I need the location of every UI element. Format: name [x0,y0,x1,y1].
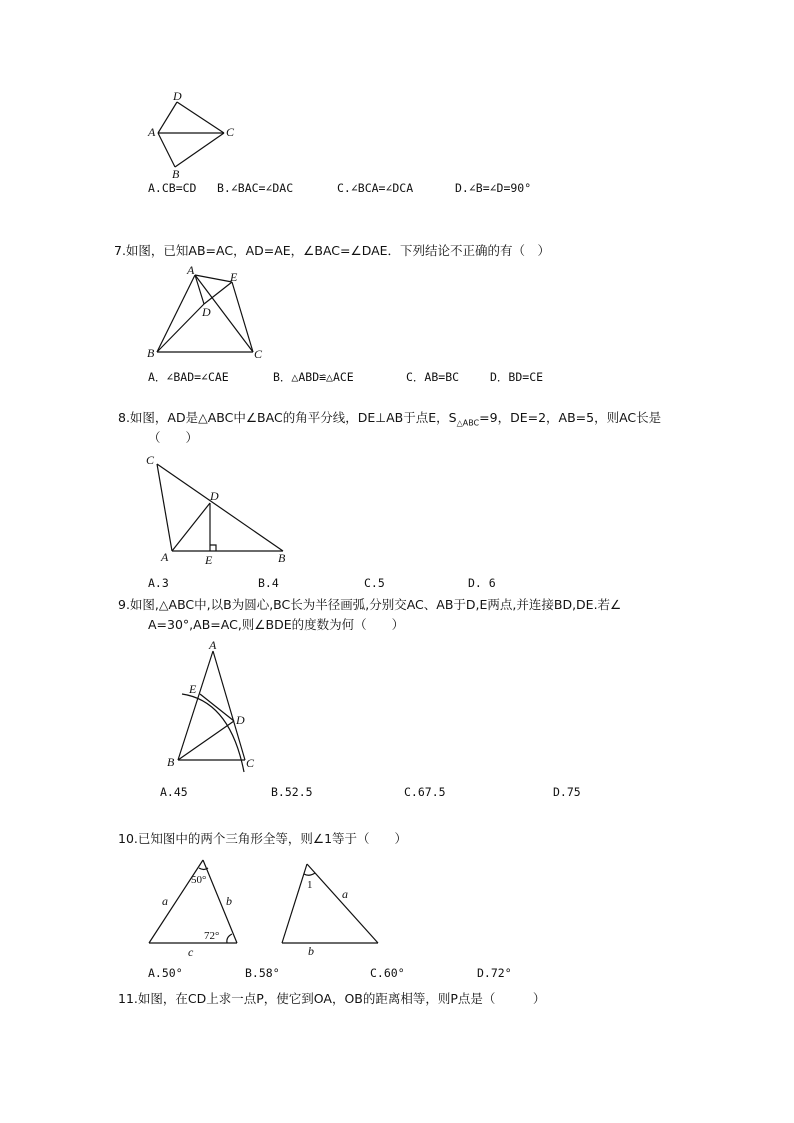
q9-option-d[interactable]: D.75 [553,785,581,799]
q10-figure-left [140,852,250,962]
q10-left-label-b: b [226,894,232,908]
q9-figure [160,636,270,776]
q7-option-a[interactable]: A．∠BAD=∠CAE [148,370,229,384]
q9-line-bd [178,721,234,760]
q9-option-a[interactable]: A.45 [160,785,188,799]
q10-right-angle-1: 1 [307,879,313,891]
q10-right-label-b: b [308,944,314,958]
q9-line-ac [213,651,245,760]
q9-line-de [200,694,234,721]
q9-label-b: B [167,755,175,769]
q10-right-side-a [307,864,378,943]
q8-label-a: A [161,550,169,564]
q10-figure-right [270,852,390,962]
q6-option-b[interactable]: B.∠BAC=∠DAC [217,181,294,195]
q10-left-top-angle-mark [199,868,208,870]
q10-right-angle1-mark [304,873,315,875]
q7-option-b[interactable]: B．△ABD≌△ACE [273,370,354,384]
q7-label-b: B [147,346,155,360]
q8-stem [118,410,661,432]
q10-option-b[interactable]: B.58° [245,966,280,980]
q8-stem-suffix: =9，DE=2，AB=5，则AC长是 [479,410,662,425]
q6-label-d: D [173,89,182,103]
q10-option-d[interactable]: D.72° [477,966,512,980]
q9-stem-line2: A=30°,AB=AC,则∠BDE的度数为何（ ） [148,617,405,632]
q10-right-side-left [282,864,307,943]
q7-stem: 7.如图，已知AB=AC，AD=AE，∠BAC=∠DAE．下列结论不正确的有（ ） [114,243,551,258]
q6-option-c[interactable]: C.∠BCA=∠DCA [337,181,414,195]
q8-stem-line2: （ ） [148,430,199,445]
q8-line-ca [157,464,172,551]
q6-line-ab [158,133,175,167]
q7-label-c: C [254,347,263,361]
q9-label-c: C [246,756,255,770]
q10-option-c[interactable]: C.60° [370,966,405,980]
q9-stem-line1: 9.如图,△ABC中,以B为圆心,BC长为半径画弧,分别交AC、AB于D,E两点,并连接BD,DE.若∠ [118,597,622,612]
q10-left-angle-50: 50° [191,874,207,886]
q8-stem-subscript: △ABC [456,418,480,428]
q9-label-d: D [236,713,245,727]
q10-left-side-a [149,860,203,943]
q7-option-d[interactable]: D．BD=CE [490,370,544,384]
q7-label-d: D [202,305,211,319]
q10-stem: 10.已知图中的两个三角形全等，则∠1等于（ ） [118,831,408,846]
q8-option-b[interactable]: B.4 [258,576,279,590]
q7-label-e: E [230,270,238,284]
q9-label-e: E [189,682,197,696]
q10-left-angle-72: 72° [204,930,220,942]
q8-label-d: D [210,489,219,503]
q6-line-bc [175,133,224,167]
q6-label-b: B [172,167,180,181]
q6-label-a: A [148,125,156,139]
q8-label-c: C [146,453,155,467]
q8-stem-prefix: 8.如图，AD是△ABC中∠BAC的角平分线，DE⊥AB于点E，S [118,410,457,425]
q9-label-a: A [209,638,217,652]
q10-left-label-a: a [162,894,168,908]
q8-option-d[interactable]: D. 6 [468,576,496,590]
q10-left-base-angle-mark [227,934,232,943]
q6-line-dc [177,102,224,133]
q7-line-ce [232,282,253,352]
q10-option-a[interactable]: A.50° [148,966,183,980]
q9-option-c[interactable]: C.67.5 [404,785,446,799]
q8-label-b: B [278,551,286,565]
q7-figure [140,262,280,362]
q9-option-b[interactable]: B.52.5 [271,785,313,799]
q7-line-bd [157,304,204,352]
q10-left-label-c: c [188,945,194,959]
q8-figure [140,448,300,568]
q9-line-ab [178,651,213,760]
q7-line-ab [157,275,195,352]
q6-figure [140,90,250,185]
q8-label-e: E [205,553,213,567]
q6-option-a[interactable]: A.CB=CD [148,181,197,195]
q8-option-a[interactable]: A.3 [148,576,169,590]
q7-label-a: A [187,263,195,277]
q11-stem: 11.如图，在CD上求一点P，使它到OA，OB的距离相等，则P点是（ ） [118,991,546,1006]
q6-option-d[interactable]: D.∠B=∠D=90° [455,181,532,195]
q6-line-da [158,102,177,133]
q8-line-ad [172,503,210,551]
q7-option-c[interactable]: C．AB=BC [406,370,460,384]
q8-right-angle-mark [210,545,216,551]
q7-line-ad [195,275,204,304]
q10-right-label-a: a [342,887,348,901]
q7-line-ae [195,275,232,282]
q8-option-c[interactable]: C.5 [364,576,385,590]
q6-label-c: C [226,125,235,139]
q8-line-cb [157,464,283,551]
